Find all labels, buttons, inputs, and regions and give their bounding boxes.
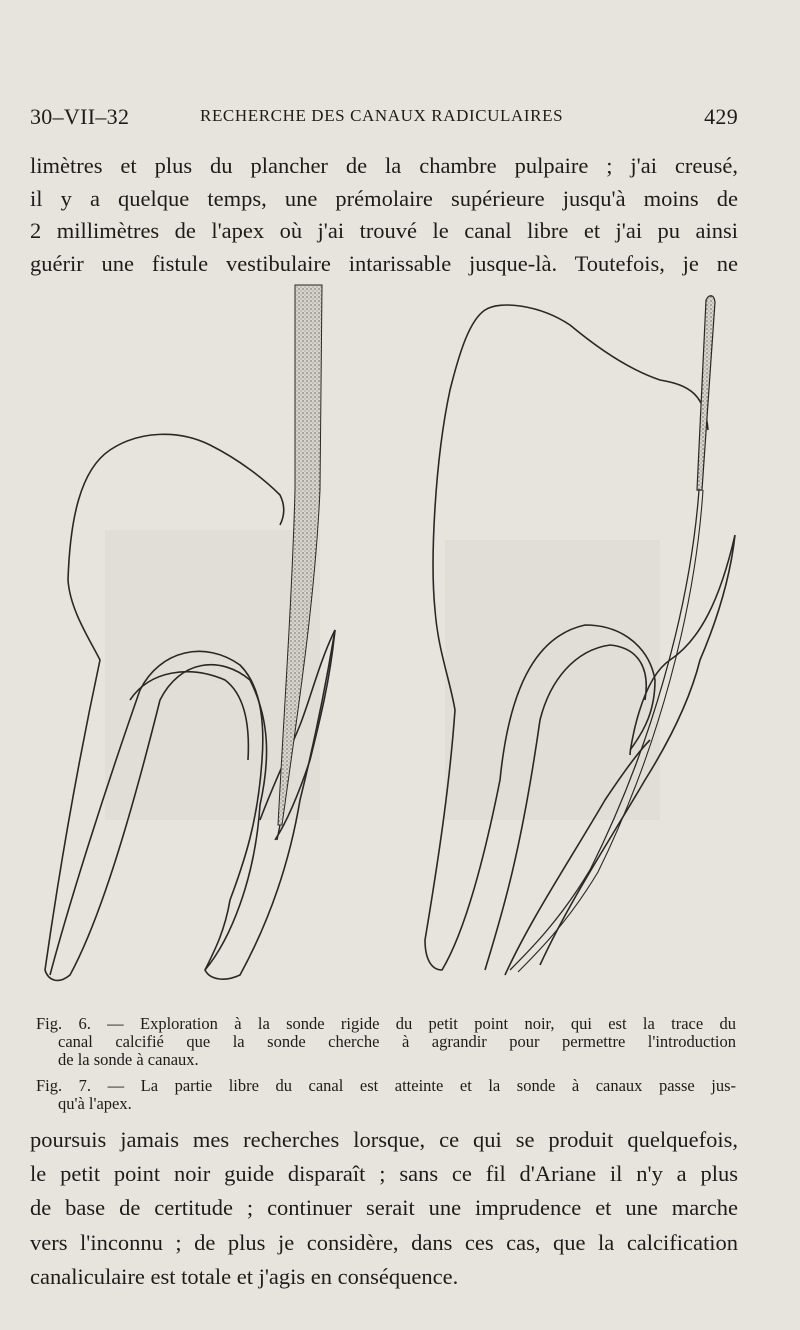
- caption-line: de la sonde à canaux.: [58, 1050, 199, 1069]
- text-line: il y a quelque temps, une prémolaire supérieure jusqu'à moins de: [30, 185, 738, 211]
- running-header: [30, 104, 738, 134]
- header-date: 30–VII–32: [30, 104, 130, 129]
- text-line: guérir une fistule vestibulaire intarissable jusque-là. Toutefois, je ne: [30, 250, 738, 276]
- figure-6-rigid-probe: [277, 285, 322, 840]
- caption-line: qu'à l'apex.: [58, 1094, 132, 1113]
- top-paragraph: [30, 150, 738, 280]
- caption-line: Fig. 6. — Exploration à la sonde rigide du petit point noir, qui est la trace du: [36, 1014, 736, 1033]
- caption-line: canal calcifié que la sonde cherche à agrandir pour permettre l'introduction: [58, 1032, 736, 1051]
- figure-7-canal-probe: [510, 296, 715, 972]
- caption-line: Fig. 7. — La partie libre du canal est atteinte et la sonde à canaux passe jus-: [36, 1076, 736, 1095]
- text-line: canaliculaire est totale et j'agis en conséquence.: [30, 1263, 459, 1289]
- fig7-pulp-line: [505, 740, 650, 975]
- fig7-right-root: [540, 535, 735, 965]
- text-line: limètres et plus du plancher de la chambre pulpaire ; j'ai creusé,: [30, 153, 738, 178]
- figure-7-caption: [36, 1077, 736, 1113]
- text-line: vers l'inconnu ; de plus je considère, dans ces cas, que la calcification: [30, 1229, 738, 1255]
- tooth-illustration: [30, 280, 750, 1010]
- text-line: le petit point noir guide disparaît ; sans ce fil d'Ariane il n'y a plus: [30, 1161, 738, 1187]
- fig7-inner-root-left: [485, 645, 646, 970]
- text-line: de base de certitude ; continuer serait une imprudence et une marche: [30, 1195, 738, 1221]
- fig6-crown-outline: [68, 434, 284, 580]
- text-line: poursuis jamais mes recherches lorsque, ce qui se produit quelquefois,: [30, 1127, 738, 1152]
- text-line: 2 millimètres de l'apex où j'ai trouvé le canal libre et j'ai pu ainsi: [30, 218, 738, 243]
- header-title: RECHERCHE DES CANAUX RADICULAIRES: [200, 106, 564, 125]
- page-number: 429: [704, 104, 738, 129]
- fig7-outer-root-left: [425, 610, 655, 970]
- figure-7-tooth: [425, 305, 735, 975]
- tooth-figures: [30, 280, 750, 1010]
- fig7-crown-outline: [433, 305, 708, 610]
- figure-6-caption: [36, 1015, 736, 1069]
- bottom-paragraph: [30, 1123, 738, 1294]
